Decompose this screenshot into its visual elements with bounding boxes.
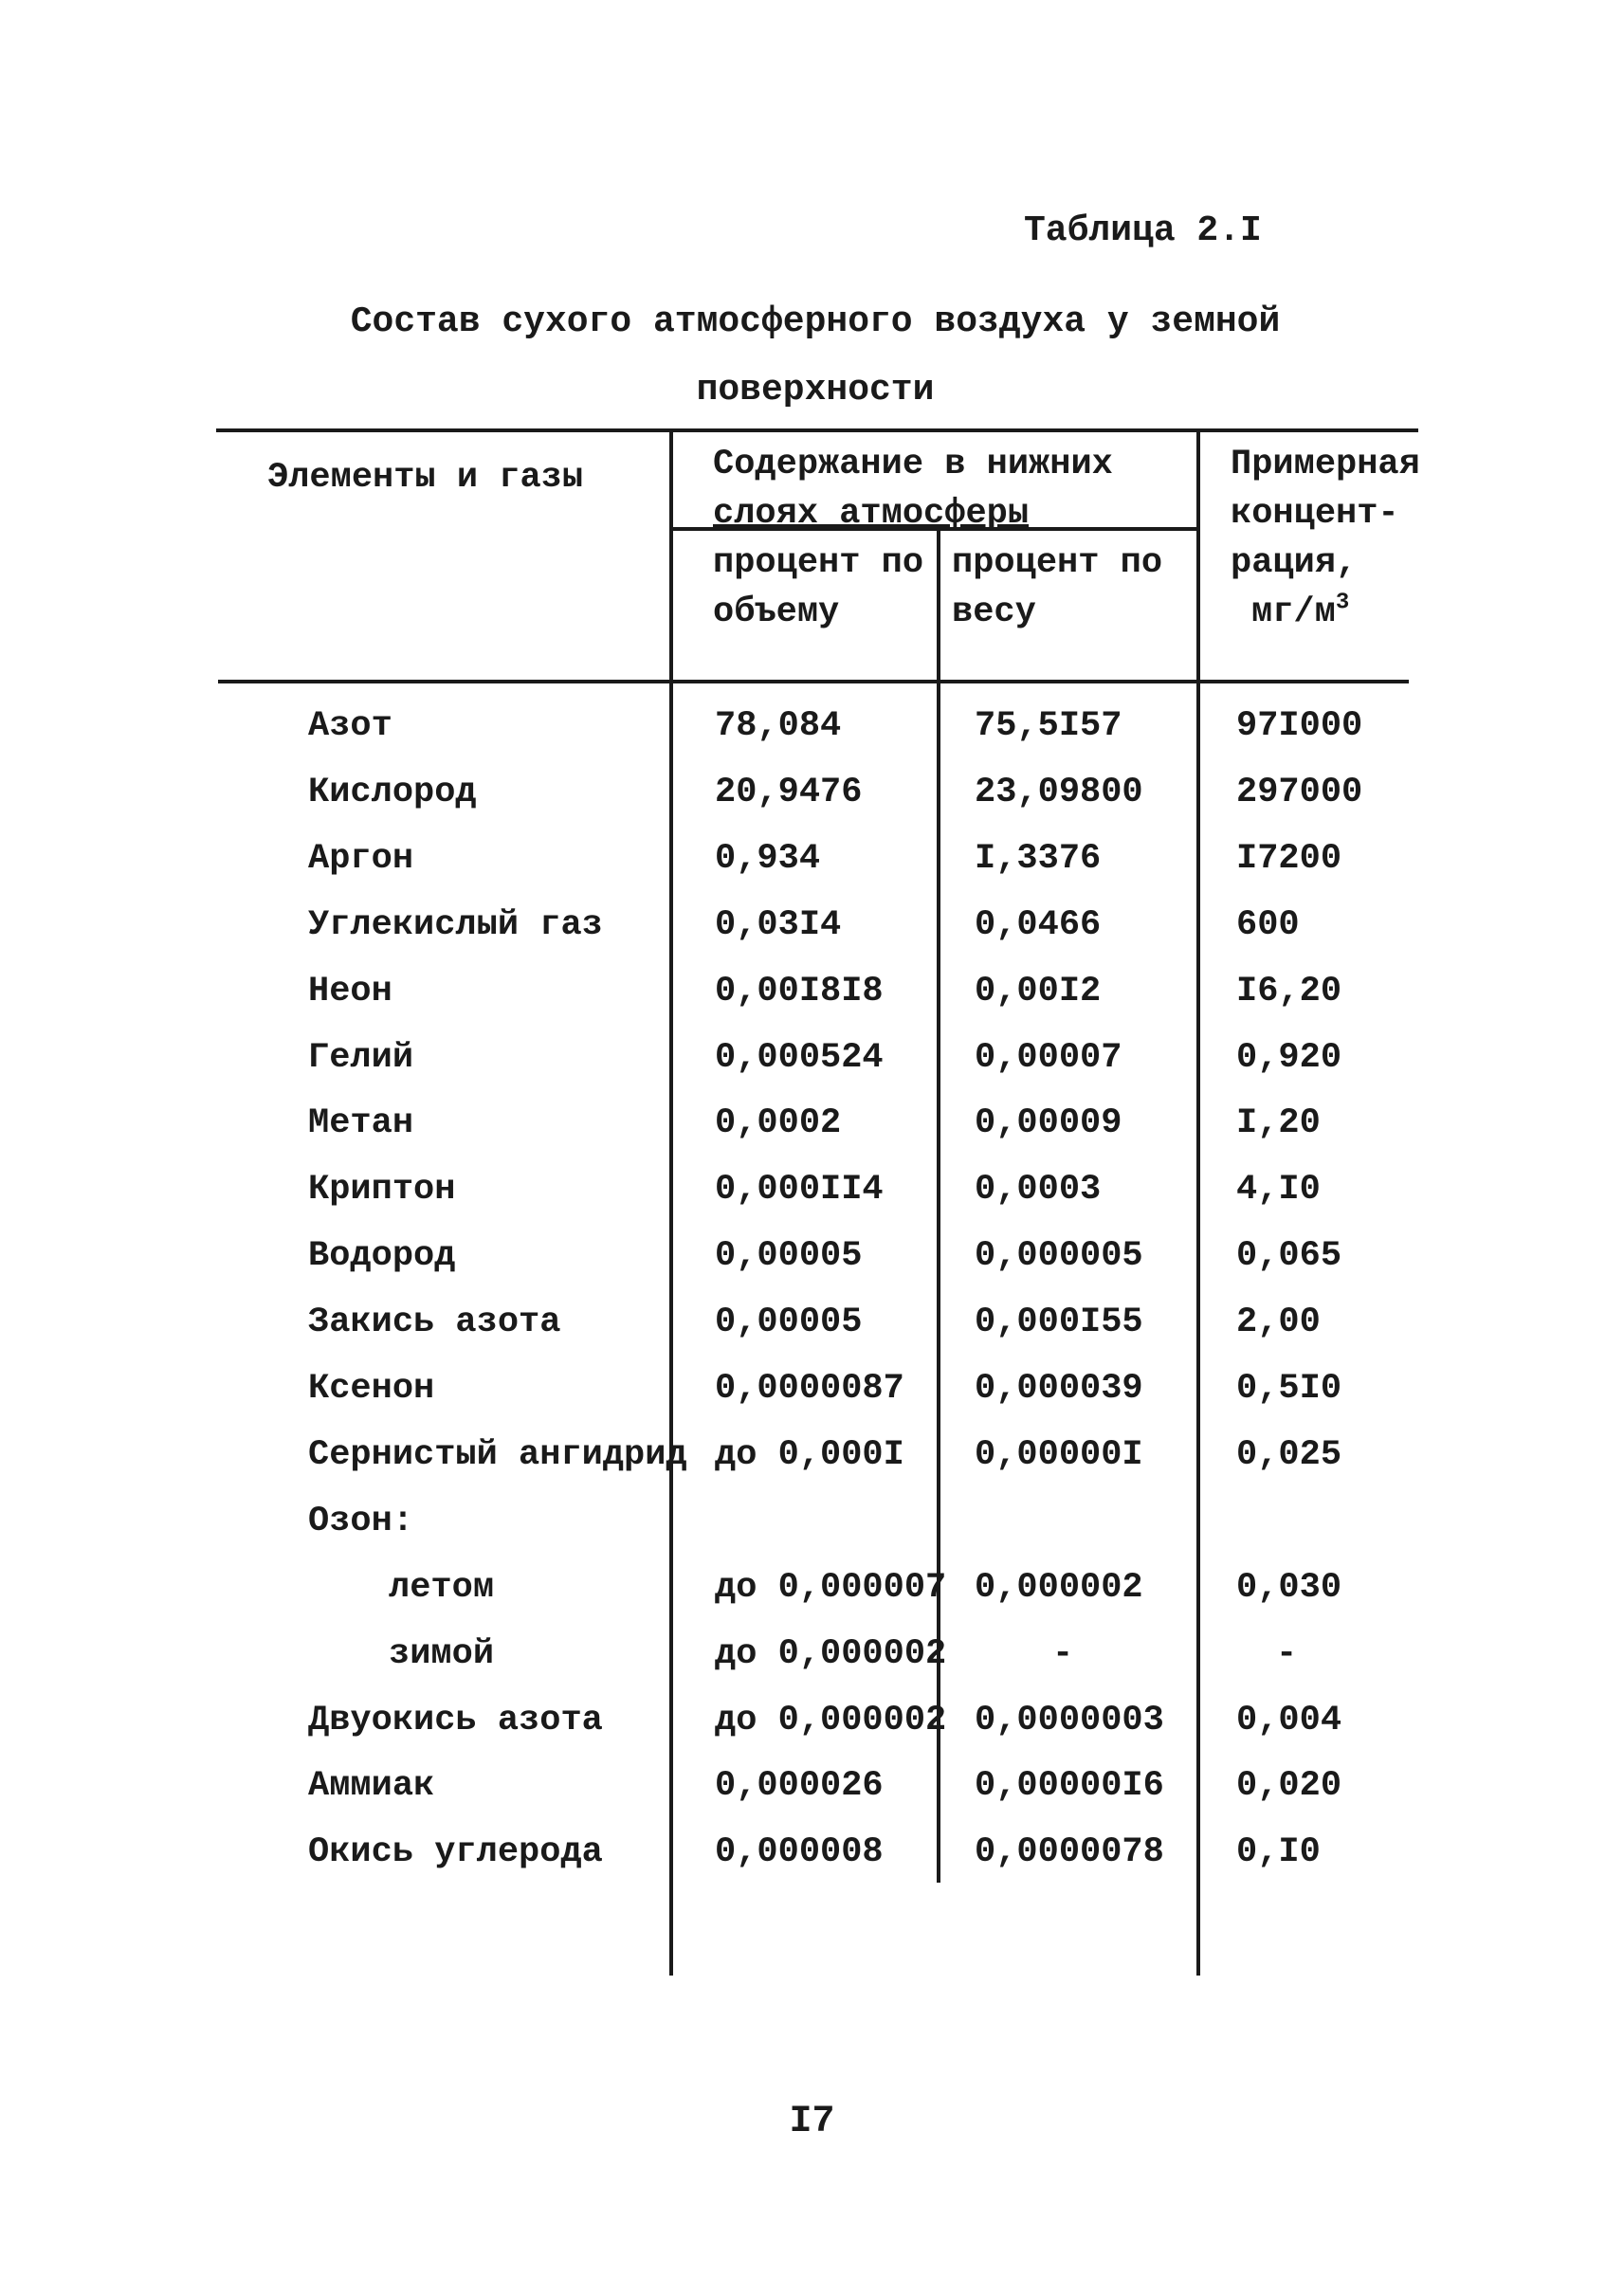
table-cell-conc: 0,I0 <box>1236 1832 1321 1872</box>
table-cell-volume: 0,000026 <box>715 1766 884 1806</box>
header-group-line-2: слоях атмосферы <box>713 494 1030 534</box>
column-divider-2 <box>937 527 940 1883</box>
table-cell-name: Кислород <box>308 773 477 812</box>
table-cell-weight: 0,000005 <box>975 1236 1143 1276</box>
header-weight-percent <box>952 538 1162 637</box>
table-cell-weight: 0,0003 <box>975 1170 1102 1210</box>
table-cell-volume: до 0,000002 <box>715 1634 947 1674</box>
table-cell-volume: 0,000II4 <box>715 1170 884 1210</box>
table-cell-name: Криптон <box>308 1170 456 1210</box>
table-cell-conc: 0,065 <box>1236 1236 1342 1276</box>
table-cell-weight: 0,00009 <box>975 1103 1122 1143</box>
table-cell-conc: 0,5I0 <box>1236 1369 1342 1409</box>
table-cell-volume: 20,9476 <box>715 773 863 812</box>
header-conc-unit: мг/м <box>1251 592 1336 632</box>
table-cell-volume: до 0,000I <box>715 1435 904 1475</box>
table-label: Таблица 2.I <box>1024 210 1262 251</box>
table-cell-name: Гелий <box>308 1038 414 1078</box>
table-cell-weight: 75,5I57 <box>975 706 1122 746</box>
header-volume-percent <box>713 538 923 637</box>
header-elements-gases-label: Элементы и газы <box>267 458 584 498</box>
table-cell-volume: 0,00I8I8 <box>715 972 884 1011</box>
column-divider-3 <box>1196 428 1200 1976</box>
table-cell-conc: 0,004 <box>1236 1701 1342 1740</box>
table-cell-conc: 297000 <box>1236 773 1363 812</box>
table-cell-volume: 0,00005 <box>715 1302 863 1342</box>
header-weight-line-1: процент по <box>952 543 1163 583</box>
table-cell-volume: 0,934 <box>715 839 821 879</box>
header-group-line-1: Содержание в нижних <box>713 445 1113 484</box>
header-conc-line-4 <box>1231 588 1420 637</box>
header-conc-unit-superscript: 3 <box>1335 590 1350 616</box>
table-cell-conc: 0,920 <box>1236 1038 1342 1078</box>
table-cell-volume: 0,00005 <box>715 1236 863 1276</box>
table-top-rule <box>216 428 1418 432</box>
table-cell-conc: I7200 <box>1236 839 1342 879</box>
table-cell-volume: 0,03I4 <box>715 905 842 945</box>
header-bottom-rule <box>218 680 1409 683</box>
table-cell-volume: 0,000524 <box>715 1038 884 1078</box>
table-cell-name: Сернистый ангидрид <box>308 1435 687 1475</box>
header-conc-line-3: рация, <box>1231 543 1358 583</box>
table-cell-volume: 0,0002 <box>715 1103 842 1143</box>
table-cell-name: Двуокись азота <box>308 1701 603 1740</box>
table-cell-conc: 600 <box>1236 905 1300 945</box>
table-cell-name: Ксенон <box>308 1369 435 1409</box>
table-cell-conc: 0,020 <box>1236 1766 1342 1806</box>
table-cell-weight: 0,0466 <box>975 905 1102 945</box>
table-cell-conc: 0,025 <box>1236 1435 1342 1475</box>
table-cell-name: Закись азота <box>308 1302 561 1342</box>
table-cell-volume: 78,084 <box>715 706 842 746</box>
table-title-line-2: поверхности <box>696 370 935 410</box>
table-cell-name: летом <box>389 1568 495 1608</box>
table-cell-volume: до 0,000002 <box>715 1701 947 1740</box>
table-cell-name: Водород <box>308 1236 456 1276</box>
header-conc-line-2: концент- <box>1231 494 1399 534</box>
table-cell-weight: 0,00000I <box>975 1435 1143 1475</box>
header-volume-line-1: процент по <box>713 543 924 583</box>
table-cell-weight: 0,0000003 <box>975 1701 1164 1740</box>
header-content-group <box>713 440 1113 538</box>
table-cell-weight: - <box>1052 1634 1074 1674</box>
column-divider-1 <box>669 428 673 1976</box>
table-cell-weight: I,3376 <box>975 839 1102 879</box>
table-cell-conc: 4,I0 <box>1236 1170 1321 1210</box>
table-cell-conc: 0,030 <box>1236 1568 1342 1608</box>
table-cell-weight: 0,0000078 <box>975 1832 1164 1872</box>
header-concentration <box>1231 440 1420 637</box>
table-cell-weight: 0,000I55 <box>975 1302 1143 1342</box>
table-cell-weight: 23,09800 <box>975 773 1143 812</box>
table-title-line-1: Состав сухого атмосферного воздуха у земной <box>350 301 1281 342</box>
table-cell-name: Неон <box>308 972 392 1011</box>
table-cell-name: Углекислый газ <box>308 905 603 945</box>
header-weight-line-2: весу <box>952 592 1036 632</box>
table-cell-conc: I,20 <box>1236 1103 1321 1143</box>
table-cell-conc: 97I000 <box>1236 706 1363 746</box>
page-number: I7 <box>789 2101 835 2143</box>
table-cell-name: Азот <box>308 706 392 746</box>
table-cell-name: зимой <box>389 1634 495 1674</box>
table-cell-name: Аммиак <box>308 1766 435 1806</box>
header-elements-gases <box>267 453 583 502</box>
table-cell-conc: 2,00 <box>1236 1302 1321 1342</box>
table-cell-name: Окись углерода <box>308 1832 603 1872</box>
table-cell-conc: - <box>1276 1634 1298 1674</box>
header-conc-line-1: Примерная <box>1231 445 1420 484</box>
table-cell-weight: 0,000039 <box>975 1369 1143 1409</box>
table-cell-name: Озон: <box>308 1502 414 1541</box>
header-volume-line-2: объему <box>713 592 840 632</box>
table-cell-weight: 0,000002 <box>975 1568 1143 1608</box>
table-cell-volume: до 0,000007 <box>715 1568 947 1608</box>
table-cell-volume: 0,000008 <box>715 1832 884 1872</box>
table-cell-weight: 0,00007 <box>975 1038 1122 1078</box>
table-cell-weight: 0,00I2 <box>975 972 1102 1011</box>
table-cell-name: Метан <box>308 1103 414 1143</box>
table-cell-weight: 0,00000I6 <box>975 1766 1164 1806</box>
table-cell-conc: I6,20 <box>1236 972 1342 1011</box>
table-cell-name: Аргон <box>308 839 414 879</box>
table-cell-volume: 0,0000087 <box>715 1369 904 1409</box>
